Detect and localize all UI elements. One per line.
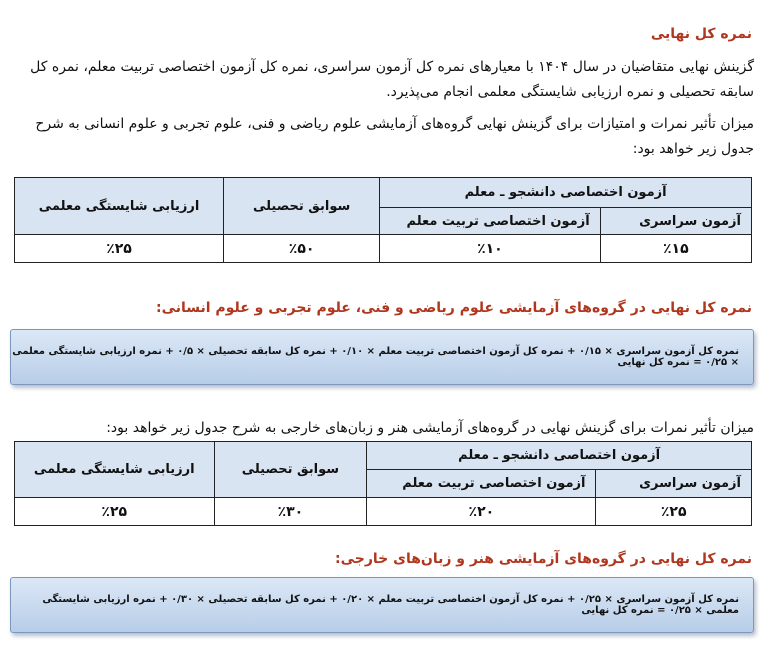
weights-table-1 bbox=[14, 177, 752, 263]
page-title: نمره کل نهایی bbox=[650, 26, 752, 42]
table2-intro: میزان تأثیر نمرات برای گزینش نهایی در گروه‌های آزمایشی هنر و زبان‌های خارجی به شرح جدول زیر خواهد بود: bbox=[106, 420, 754, 436]
value-national-exam: ٪۱۵ bbox=[600, 235, 751, 263]
header-specialized-exam: آزمون اختصاصی تربیت معلم bbox=[380, 208, 601, 235]
header-academic-record: سوابق تحصیلی bbox=[224, 178, 380, 235]
formula-2-text: نمره کل آزمون سراسری × ۰/۲۵ + نمره کل آزمون اختصاصی تربیت معلم × ۰/۲۰ + نمره کل سابقه تحصیلی × ۰/۳۰ + نمره ارزیابی شایستگی معلمی × ۰/۲۵ = نمره کل نهایی bbox=[42, 594, 739, 616]
value-academic-record: ٪۵۰ bbox=[224, 235, 380, 263]
header-academic-record-2: سوابق تحصیلی bbox=[214, 442, 367, 498]
table1-intro: میزان تأثیر نمرات و امتیازات برای گزینش نهایی گروه‌های آزمایشی علوم ریاضی و فنی، علوم تجربی و علوم انسانی به شرح جدول زیر خواهد بود: bbox=[35, 116, 754, 157]
header-competency-2: ارزیابی شایستگی معلمی bbox=[15, 442, 215, 498]
value-competency: ٪۲۵ bbox=[15, 235, 224, 263]
formula-box-2 bbox=[10, 577, 754, 633]
header-national-exam: آزمون سراسری bbox=[600, 208, 751, 235]
header-competency: ارزیابی شایستگی معلمی bbox=[15, 178, 224, 235]
header-group-2: آزمون اختصاصی دانشجو ـ معلم bbox=[367, 442, 752, 470]
value-national-exam-2: ٪۲۵ bbox=[596, 498, 752, 526]
header-specialized-exam-2: آزمون اختصاصی تربیت معلم bbox=[367, 470, 596, 498]
section1-heading: نمره کل نهایی در گروه‌های آزمایشی علوم ریاضی و فنی، علوم تجربی و علوم انسانی: bbox=[155, 300, 752, 316]
value-specialized-exam-2: ٪۲۰ bbox=[367, 498, 596, 526]
value-academic-record-2: ٪۳۰ bbox=[214, 498, 367, 526]
formula-box-1 bbox=[10, 329, 754, 385]
value-competency-2: ٪۲۵ bbox=[15, 498, 215, 526]
value-specialized-exam: ٪۱۰ bbox=[380, 235, 601, 263]
weights-table-2 bbox=[14, 441, 752, 526]
formula-1-text: نمره کل آزمون سراسری × ۰/۱۵ + نمره کل آزمون اختصاصی تربیت معلم × ۰/۱۰ + نمره کل سابقه تحصیلی × ۰/۵ + نمره ارزیابی شایستگی معلمی × ۰/۲۵ = نمره کل نهایی bbox=[12, 346, 739, 368]
section2-heading: نمره کل نهایی در گروه‌های آزمایشی هنر و زبان‌های خارجی: bbox=[334, 551, 752, 567]
intro-paragraph: گزینش نهایی متقاضیان در سال ۱۴۰۴ با معیارهای نمره کل آزمون سراسری، نمره کل آزمون اختصاصی تربیت معلم، نمره کل سابقه تحصیلی و نمره ارزیابی شایستگی معلمی انجام می‌پذیرد. bbox=[30, 59, 754, 100]
header-group: آزمون اختصاصی دانشجو ـ معلم bbox=[380, 178, 752, 208]
header-national-exam-2: آزمون سراسری bbox=[596, 470, 752, 498]
